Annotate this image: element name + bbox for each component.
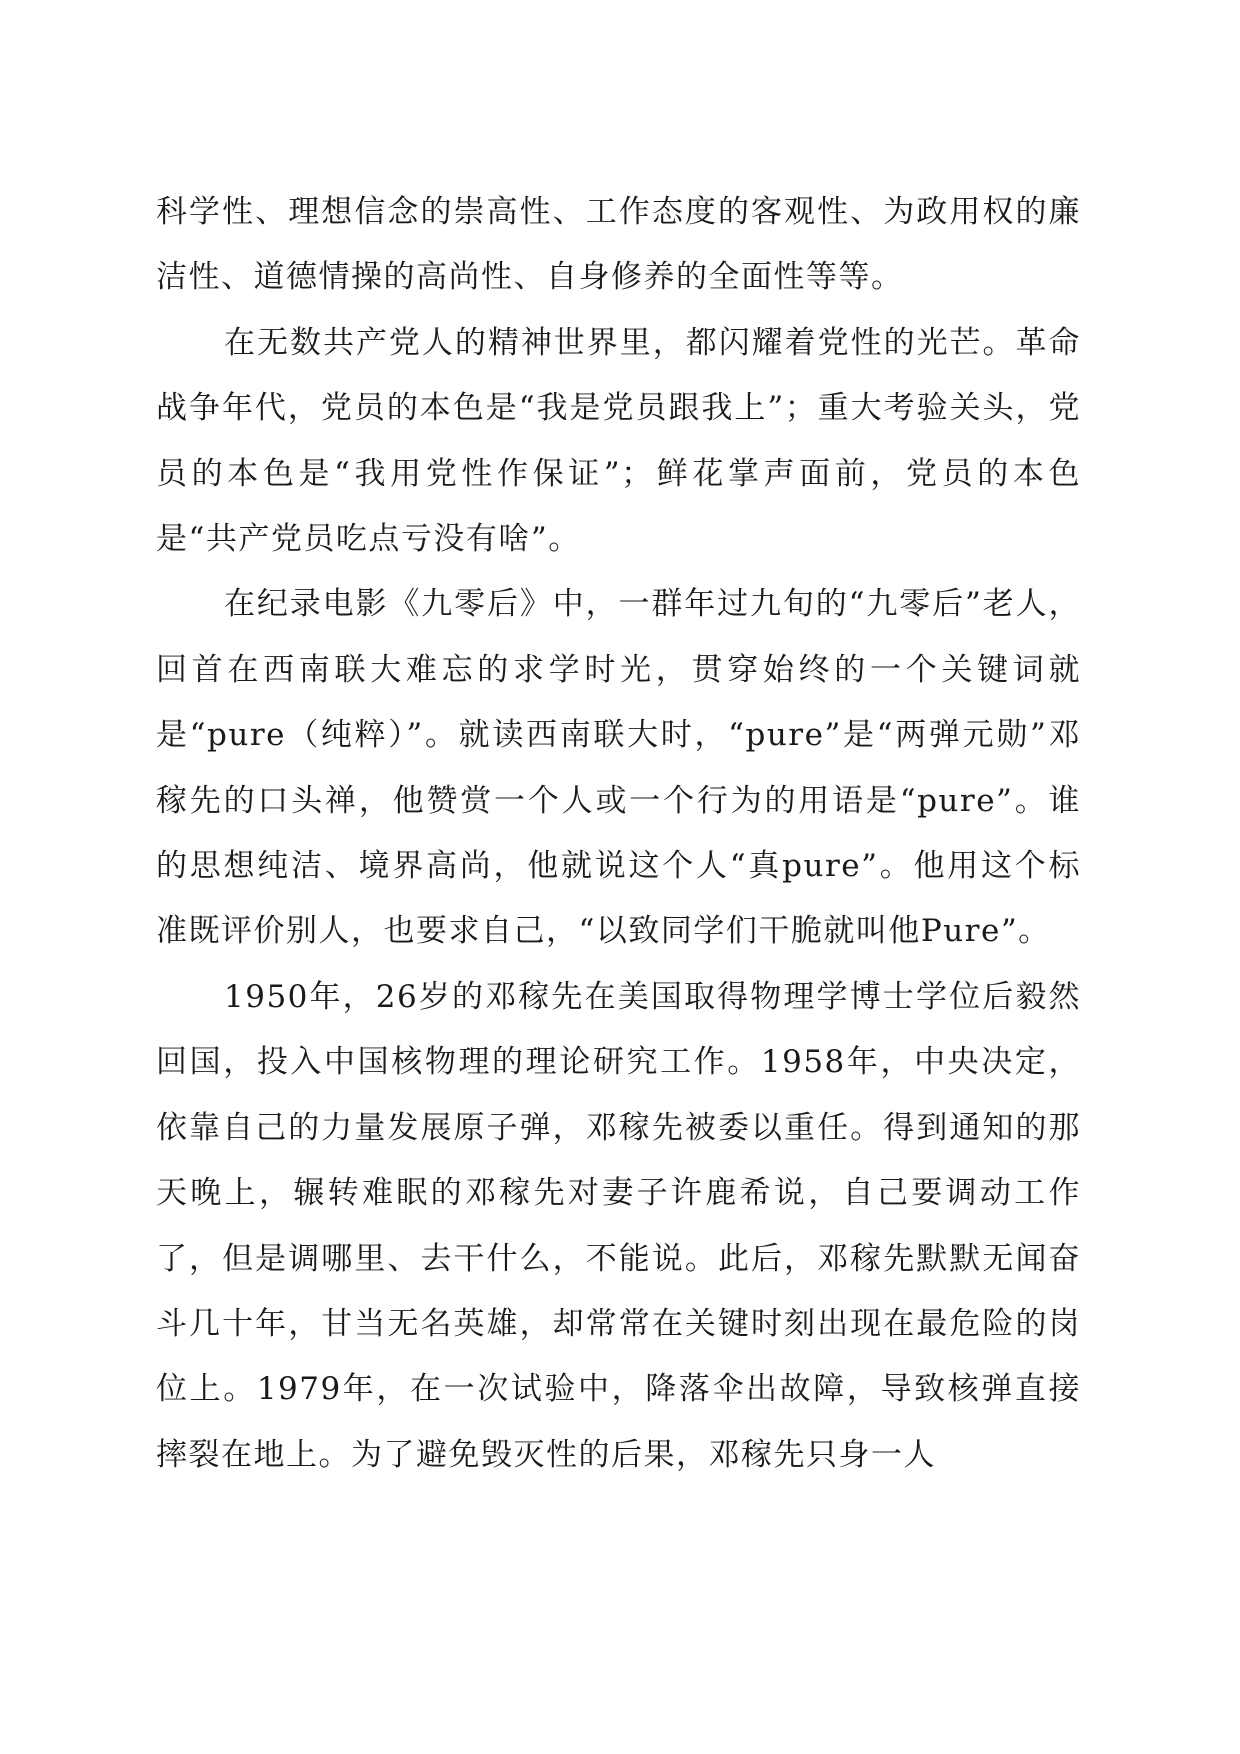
document-body (156, 180, 1081, 1488)
paragraph-party-spirit: 在无数共产党人的精神世界里，都闪耀着党性的光芒。革命战争年代，党员的本色是“我是党员跟我上”；重大考验关头，党员的本色是“我用党性作保证”；鲜花掌声面前，党员的本色是“共产党员吃点亏没有啥”。 (156, 324, 1081, 558)
paragraph-documentary: 在纪录电影《九零后》中，一群年过九旬的“九零后”老人，回首在西南联大难忘的求学时光，贯穿始终的一个关键词就是“pure（纯粹）”。就读西南联大时，“pure”是“两弹元勋”邓稼先的口头禅，他赞赏一个人或一个行为的用语是“pure”。谁的思想纯洁、境界高尚，他就说这个人“真pure”。他用这个标准既评价别人，也要求自己，“以致同学们干脆就叫他Pure”。 (156, 586, 1081, 950)
paragraph-continuation: 科学性、理想信念的崇高性、工作态度的客观性、为政用权的廉洁性、道德情操的高尚性、自身修养的全面性等等。 (156, 194, 1081, 296)
paragraph-deng-jiaxian: 1950年，26岁的邓稼先在美国取得物理学博士学位后毅然回国，投入中国核物理的理论研究工作。1958年，中央决定，依靠自己的力量发展原子弹，邓稼先被委以重任。得到通知的那天晚上，辗转难眠的邓稼先对妻子许鹿希说，自己要调动工作了，但是调哪里、去干什么，不能说。此后，邓稼先默默无闻奋斗几十年，甘当无名英雄，却常常在关键时刻出现在最危险的岗位上。1979年，在一次试验中，降落伞出故障，导致核弹直接摔裂在地上。为了避免毁灭性的后果，邓稼先只身一人 (156, 978, 1081, 1473)
